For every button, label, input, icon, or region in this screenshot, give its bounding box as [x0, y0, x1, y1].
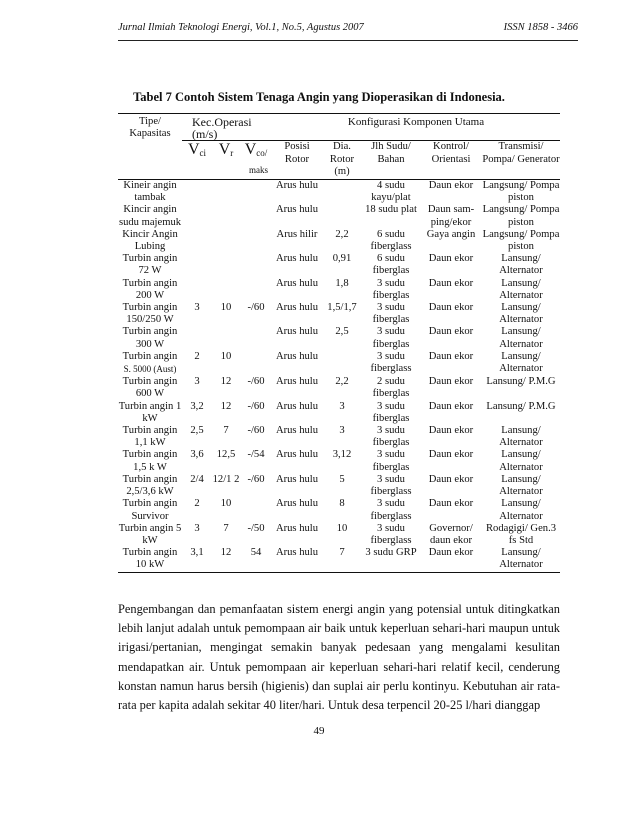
col-posisi-header: Posisi Rotor	[284, 141, 310, 165]
cell-vr: 7	[223, 425, 229, 437]
table-row	[118, 204, 560, 228]
cell-tipe: Turbin angin 1 kW	[118, 400, 182, 424]
cell-vci	[182, 326, 212, 350]
cell-jlh: 3 sudu fiberglass	[370, 350, 412, 375]
cell-posisi: Arus hilir	[276, 228, 318, 240]
cell-jlh: 3 sudu fiberglas	[372, 302, 410, 326]
cell-jlh: 18 sudu plat	[365, 204, 417, 216]
cell-vci: 2	[194, 498, 200, 510]
cell-kontrol: Daun ekor	[428, 473, 474, 485]
cell-vr: 12	[220, 547, 232, 559]
cell-vr: 12	[220, 400, 232, 412]
cell-transmisi: Lansung/ Alternator	[499, 302, 543, 326]
cell-vci: 3	[194, 302, 200, 314]
table-caption: Tabel 7 Contoh Sistem Tenaga Angin yang Dioperasikan di Indonesia.	[133, 90, 505, 104]
table-row	[118, 278, 560, 302]
cell-vr	[212, 204, 240, 228]
cell-tipe: Turbin angin Survivor	[122, 498, 178, 522]
table-row	[118, 326, 560, 350]
cell-posisi: Arus hulu	[275, 473, 319, 485]
cell-kontrol: Daun ekor	[428, 498, 474, 510]
cell-transmisi: Langsung/ Pompa piston	[482, 180, 560, 204]
table-row	[118, 376, 560, 400]
cell-dia: 3	[339, 400, 345, 412]
cell-dia: 10	[336, 522, 348, 534]
cell-kontrol: Daun ekor	[428, 180, 474, 192]
table-row	[118, 253, 560, 277]
cell-transmisi: Langsung/ Pompa piston	[482, 204, 560, 228]
cell-posisi: Arus hulu	[275, 350, 319, 362]
table-row	[118, 498, 560, 522]
table-row	[118, 474, 560, 498]
cell-vci: 2,5	[190, 425, 204, 437]
cell-jlh: 3 sudu fiberglas	[372, 449, 410, 473]
cell-jlh: 6 sudu fiberglas	[372, 253, 410, 277]
table-row	[118, 425, 560, 449]
table-row	[118, 302, 560, 326]
cell-dia: 8	[339, 498, 345, 510]
table-row	[118, 547, 560, 572]
table-body	[118, 180, 560, 573]
cell-vr: 10	[220, 498, 232, 510]
cell-vci	[182, 204, 212, 228]
cell-vr: 12,5	[216, 449, 236, 461]
cell-vr: 12	[220, 376, 232, 388]
cell-dia: 5	[339, 473, 345, 485]
cell-vco	[240, 204, 272, 228]
cell-dia: 1,8	[335, 277, 349, 289]
cell-kontrol: Daun ekor	[428, 400, 474, 412]
col-jlh-header: Jlh Sudu/ Bahan	[371, 141, 411, 165]
table-row	[118, 523, 560, 547]
table-row	[118, 351, 560, 376]
col-tipe-header: Tipe/ Kapasitas	[129, 116, 171, 140]
cell-vci	[182, 253, 212, 277]
cell-vco	[240, 180, 272, 205]
col-vco-header: $V_{co/}$ maks	[244, 141, 268, 176]
cell-vci	[182, 229, 212, 253]
cell-jlh: 3 sudu fiberglass	[370, 473, 412, 498]
cell-vci: 3	[194, 522, 200, 534]
cell-tipe: Turbin angin 2,5/3,6 kW	[122, 473, 178, 498]
cell-jlh: 3 sudu fiberglass	[370, 498, 412, 522]
cell-dia: 1,5/1,7	[327, 302, 357, 314]
cell-tipe: Kincir Angin Lubing	[122, 228, 178, 253]
cell-vco: -/54	[247, 449, 265, 461]
cell-vr	[212, 180, 240, 205]
cell-transmisi: Lansung/ Alternator	[499, 425, 543, 449]
cell-vco: -/50	[247, 522, 265, 534]
cell-posisi: Arus hulu	[275, 204, 319, 216]
cell-dia	[322, 204, 362, 228]
cell-dia	[322, 351, 362, 376]
cell-posisi: Arus hulu	[275, 302, 319, 314]
cell-kontrol: Gaya angin	[426, 228, 476, 240]
cell-vci: 3,2	[190, 400, 204, 412]
cell-jlh: 3 sudu fiberglass	[370, 522, 412, 546]
cell-dia: 2,2	[335, 228, 349, 240]
cell-jlh: 3 sudu fiberglas	[372, 425, 410, 449]
issn-label: ISSN 1858 - 3466	[503, 22, 578, 33]
cell-kontrol: Daun ekor	[428, 376, 474, 388]
cell-kontrol: Daun ekor	[428, 547, 474, 559]
cell-vco: 54	[250, 547, 262, 559]
cell-transmisi: Lansung/ Alternator	[499, 350, 543, 375]
cell-dia: 3	[339, 425, 345, 437]
cell-dia: 2,2	[335, 376, 349, 388]
cell-vr: 12/1 2	[212, 473, 240, 485]
cell-vco	[240, 253, 272, 277]
cell-vci: 3,1	[190, 547, 204, 559]
table-row	[118, 180, 560, 205]
cell-dia: 2,5	[335, 326, 349, 338]
cell-posisi: Arus hulu	[275, 277, 319, 289]
cell-vr	[212, 326, 240, 350]
cell-vco	[240, 229, 272, 253]
cell-kontrol: Daun ekor	[428, 302, 474, 314]
cell-posisi: Arus hulu	[275, 425, 319, 437]
table-row	[118, 449, 560, 473]
cell-transmisi: Lansung/ Alternator	[499, 277, 543, 301]
cell-posisi: Arus hulu	[275, 326, 319, 338]
cell-vco	[240, 278, 272, 302]
cell-transmisi: Rodagigi/ Gen.3 fs Std	[485, 522, 557, 546]
journal-header	[118, 22, 578, 41]
cell-jlh: 3 sudu fiberglas	[372, 277, 410, 301]
cell-posisi: Arus hulu	[275, 180, 319, 192]
cell-vci: 3	[194, 376, 200, 388]
cell-vco: -/60	[247, 425, 265, 437]
cell-transmisi: Lansung/ Alternator	[499, 253, 543, 277]
journal-title: Jurnal Ilmiah Teknologi Energi, Vol.1, No.5, Agustus 2007	[118, 22, 364, 33]
cell-kontrol: Daun ekor	[428, 449, 474, 461]
cell-transmisi: Lansung/ Alternator	[499, 547, 543, 571]
cell-vco	[240, 498, 272, 522]
cell-vr	[212, 229, 240, 253]
cell-tipe: Turbin angin 150/250 W	[122, 302, 178, 326]
cell-tipe: Turbin angin S. 5000 (Aust)	[122, 350, 178, 375]
cell-tipe: Turbin angin 10 kW	[122, 547, 178, 571]
cell-vci	[182, 180, 212, 205]
cell-jlh: 3 sudu fiberglas	[372, 326, 410, 350]
cell-posisi: Arus hulu	[275, 400, 319, 412]
cell-tipe: Turbin angin 72 W	[122, 253, 178, 277]
col-vr-header: $V_r$	[218, 141, 234, 159]
cell-tipe: Turbin angin 600 W	[122, 376, 178, 400]
cell-posisi: Arus hulu	[275, 253, 319, 265]
cell-posisi: Arus hulu	[275, 547, 319, 559]
cell-vci: 3,6	[190, 449, 204, 461]
cell-posisi: Arus hulu	[275, 449, 319, 461]
cell-vco: -/60	[247, 473, 265, 485]
table-row	[118, 401, 560, 425]
kec-operasi-header: Kec.Operasi (m/s)	[182, 114, 272, 141]
cell-kontrol: Governor/ daun ekor	[429, 522, 473, 546]
cell-kontrol: Daun ekor	[428, 253, 474, 265]
cell-jlh: 2 sudu fiberglas	[372, 376, 410, 400]
cell-jlh: 3 sudu fiberglas	[372, 400, 410, 424]
cell-posisi: Arus hulu	[275, 522, 319, 534]
cell-vco: -/60	[247, 376, 265, 388]
cell-vci	[182, 278, 212, 302]
cell-jlh: 4 sudu kayu/plat	[371, 180, 411, 204]
cell-vco: -/60	[247, 302, 265, 314]
cell-transmisi: Lansung/ Alternator	[499, 449, 543, 473]
cell-transmisi: Lansung/ Alternator	[499, 473, 543, 498]
cell-vco: -/60	[247, 400, 265, 412]
body-paragraph: Pengembangan dan pemanfaatan sistem energi angin yang potensial untuk ditingkatkan lebih lanjut adalah untuk pemompaan air baik untuk keperluan sehari-hari maupun untuk irigasi/pertanian, mengingat semakin banyak pedesaan yang mengalami kesulitan mendapatkan air. Untuk pemompaan air keperluan sehari-hari relatif kecil, cenderung konstan namun harus bersih (higienis) dan suplai air perlu kontinyu. Kebutuhan air rata-rata per kapita adalah sekitar 40 liter/hari. Untuk desa terpencil 20-25 l/hari dianggap	[118, 602, 560, 713]
cell-jlh: 6 sudu fiberglass	[370, 228, 412, 253]
col-kontrol-header: Kontrol/ Orientasi	[431, 141, 471, 165]
cell-posisi: Arus hulu	[275, 498, 319, 510]
col-transmisi-header: Transmisi/ Pompa/ Generator	[482, 141, 560, 165]
cell-vr	[212, 278, 240, 302]
cell-tipe: Turbin angin 1,5 k W	[122, 449, 178, 473]
cell-posisi: Arus hulu	[275, 376, 319, 388]
cell-vci: 2/4	[190, 473, 204, 485]
col-dia-header: Dia. Rotor (m)	[329, 141, 355, 177]
cell-tipe: Turbin angin 1,1 kW	[122, 425, 178, 449]
cell-tipe: Kincir angin sudu majemuk	[118, 204, 182, 228]
cell-tipe: Turbin angin 5 kW	[118, 522, 182, 546]
page-number: 49	[313, 725, 325, 737]
cell-vr: 10	[220, 302, 232, 314]
cell-dia: 0,91	[332, 253, 352, 265]
cell-kontrol: Daun ekor	[428, 350, 474, 362]
cell-transmisi: Langsung/ Pompa piston	[482, 228, 560, 253]
cell-transmisi: Lansung/ Alternator	[499, 498, 543, 522]
cell-kontrol: Daun ekor	[428, 277, 474, 289]
cell-transmisi: Lansung/ P.M.G	[486, 400, 556, 412]
cell-dia	[322, 180, 362, 205]
cell-tipe: Turbin angin 300 W	[122, 326, 178, 350]
cell-transmisi: Lansung/ Alternator	[499, 326, 543, 350]
cell-transmisi: Lansung/ P.M.G	[486, 376, 556, 388]
cell-vci: 2	[194, 350, 200, 362]
cell-dia: 7	[339, 547, 345, 559]
cell-vr: 7	[223, 522, 229, 534]
cell-kontrol: Daun ekor	[428, 425, 474, 437]
cell-vr: 10	[220, 350, 232, 362]
cell-vco	[240, 351, 272, 376]
cell-kontrol: Daun sam-ping/ekor	[427, 204, 475, 228]
cell-vr	[212, 253, 240, 277]
cell-vco	[240, 326, 272, 350]
konfigurasi-header: Konfigurasi Komponen Utama	[272, 114, 560, 141]
table-row	[118, 229, 560, 253]
cell-tipe: Turbin angin 200 W	[122, 277, 178, 301]
wind-systems-table	[118, 113, 560, 573]
cell-kontrol: Daun ekor	[428, 326, 474, 338]
cell-dia: 3,12	[332, 449, 352, 461]
col-vci-header: $V_{ci}$	[187, 141, 207, 159]
cell-tipe: Kineir angin tambak	[123, 180, 177, 204]
cell-jlh: 3 sudu GRP	[365, 547, 417, 559]
